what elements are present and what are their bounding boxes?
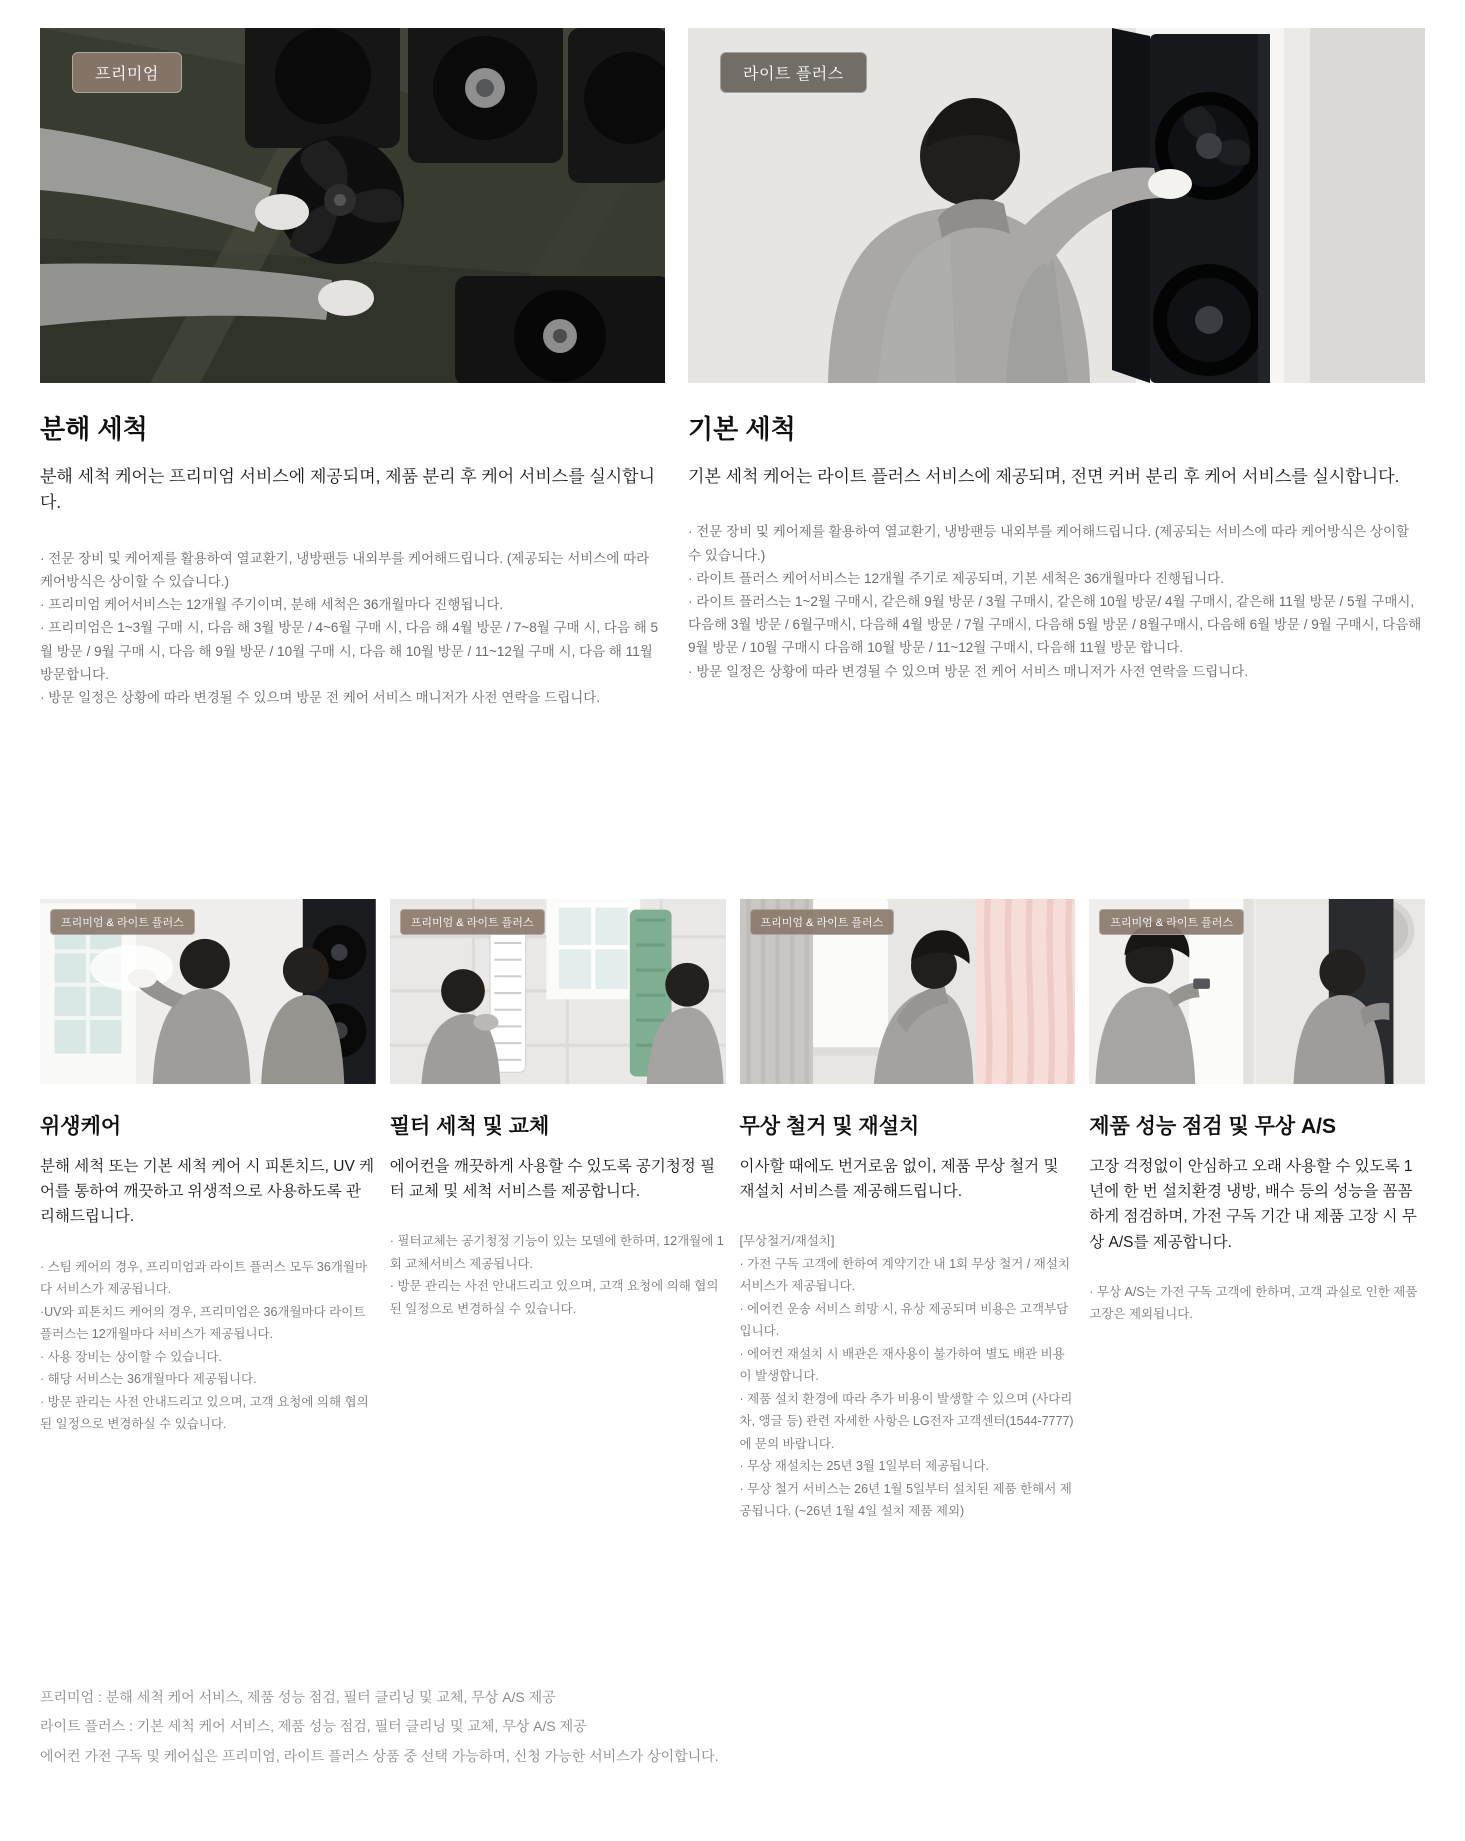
- card-removal-reinstall: [740, 899, 1076, 1523]
- premium-badge: 프리미엄: [72, 52, 182, 93]
- card-performance-as: [1089, 899, 1425, 1523]
- light-plus-badge: 라이트 플러스: [720, 52, 867, 93]
- photo-basic-cleaning: [688, 28, 1425, 383]
- section-bullets-disassembly: [40, 547, 665, 710]
- bullet: · 해당 서비스는 36개월마다 제공됩니다.: [40, 1372, 257, 1387]
- bullet: · 필터교체는 공기청정 기능이 있는 모델에 한하며, 12개월에 1회 교체서비스 제공됩니다.: [389, 1234, 724, 1271]
- bullet: · 프리미엄 케어서비스는 12개월 주기이며, 분해 세척은 36개월마다 진행됩니다.: [40, 597, 504, 613]
- section-basic-cleaning: [688, 28, 1425, 709]
- card-filter-care: [390, 899, 726, 1523]
- card-title-removal: 무상 철거 및 재설치: [739, 1115, 920, 1139]
- bullet: · 스팀 케어의 경우, 프리미엄과 라이트 플러스 모두 36개월마다 서비스가 제공됩니다.: [40, 1259, 368, 1297]
- photo-performance-as: [1089, 899, 1425, 1084]
- bullet: · 무상 A/S는 가전 구독 고객에 한하며, 고객 과실로 인한 제품 고장은 제외됩니다.: [1089, 1284, 1418, 1322]
- bullet: · 가전 구독 고객에 한하여 계약기간 내 1회 무상 철거 / 재설치 서비스가 제공됩니다.: [739, 1256, 1071, 1294]
- footer-notes: [40, 1683, 1425, 1771]
- card-bullets-performance: [1089, 1281, 1425, 1326]
- bullet: · 방문 관리는 사전 안내드리고 있으며, 고객 요청에 의해 협의된 일정으로 변경하실 수 있습니다.: [40, 1394, 369, 1432]
- bullet: · 사용 장비는 상이할 수 있습니다.: [40, 1349, 222, 1364]
- bullet: · 방문 일정은 상황에 따라 변경될 수 있으며 방문 전 케어 서비스 매니저가 사전 연락을 드립니다.: [688, 663, 1249, 679]
- section-disassembly-cleaning: [40, 28, 665, 709]
- card-title-filter: 필터 세척 및 교체: [389, 1115, 550, 1139]
- section-title-disassembly: 분해 세척: [40, 414, 148, 444]
- card-bullets-removal: [740, 1230, 1076, 1523]
- bullet: · 전문 장비 및 케어제를 활용하여 열교환기, 냉방팬등 내외부를 케어해드립니다. (제공되는 서비스에 따라 케어방식은 상이할 수 있습니다.): [688, 524, 1410, 563]
- section-desc-disassembly: 분해 세척 케어는 프리미엄 서비스에 제공되며, 제품 분리 후 케어 서비스를 실시합니다.: [40, 467, 656, 513]
- bullet: · 제품 설치 환경에 따라 추가 비용이 발생할 수 있으며 (사다리차, 앵글 등) 관련 자세한 사항은 LG전자 고객센터(1544-7777)에 문의 바랍니다.: [739, 1391, 1074, 1451]
- card-badge: 프리미엄 & 라이트 플러스: [400, 909, 545, 935]
- section-title-basic: 기본 세척: [688, 414, 796, 444]
- card-bullets-hygiene: [40, 1256, 376, 1436]
- footer-line-premium: 프리미엄 : 분해 세척 케어 서비스, 제품 성능 점검, 필터 클리닝 및 교체, 무상 A/S 제공: [40, 1688, 556, 1705]
- bullet: · 라이트 플러스 케어서비스는 12개월 주기로 제공되며, 기본 세척은 36개월마다 진행됩니다.: [688, 570, 1224, 586]
- card-desc-hygiene: 분해 세척 또는 기본 세척 케어 시 피톤치드, UV 케어를 통하여 깨끗하고 위생적으로 사용하도록 관리해드립니다.: [40, 1158, 375, 1226]
- top-section: [40, 28, 1425, 709]
- footer-line-light-plus: 라이트 플러스 : 기본 세척 케어 서비스, 제품 성능 점검, 필터 클리닝 및 교체, 무상 A/S 제공: [40, 1718, 587, 1735]
- card-desc-performance: 고장 걱정없이 안심하고 오래 사용할 수 있도록 1년에 한 번 설치환경 냉방, 배수 등의 성능을 꼼꼼하게 점검하며, 가전 구독 기간 내 제품 고장 시 무상 A/S를 제공합니다.: [1089, 1158, 1417, 1251]
- photo-removal-reinstall: [740, 899, 1076, 1084]
- bullet: · 에어컨 재설치 시 배관은 재사용이 불가하여 별도 배관 비용이 발생합니다.: [739, 1346, 1065, 1384]
- bullet: · 무상 철거 서비스는 26년 1월 5일부터 설치된 제품 한해서 제공됩니다. (~26년 1월 4일 설치 제품 제외): [739, 1481, 1072, 1519]
- card-badge: 프리미엄 & 라이트 플러스: [750, 909, 895, 935]
- bullet: [무상철거/재설치]: [739, 1234, 835, 1249]
- card-badge: 프리미엄 & 라이트 플러스: [50, 909, 195, 935]
- photo-disassembly-cleaning: [40, 28, 665, 383]
- bullet: · 방문 일정은 상황에 따라 변경될 수 있으며 방문 전 케어 서비스 매니저가 사전 연락을 드립니다.: [40, 690, 601, 705]
- service-cards: [40, 899, 1425, 1523]
- card-desc-filter: 에어컨을 깨끗하게 사용할 수 있도록 공기청정 필터 교체 및 세척 서비스를 제공합니다.: [389, 1158, 716, 1201]
- section-bullets-basic: [688, 520, 1425, 683]
- card-hygiene-care: [40, 899, 376, 1523]
- photo-filter-care: [390, 899, 726, 1084]
- bullet: · 방문 관리는 사전 안내드리고 있으며, 고객 요청에 의해 협의된 일정으로 변경하실 수 있습니다.: [389, 1279, 719, 1316]
- card-title-hygiene: 위생케어: [40, 1115, 122, 1139]
- bullet: ·UV와 피톤치드 케어의 경우, 프리미엄은 36개월마다 라이트플러스는 12개월마다 서비스가 제공됩니다.: [40, 1304, 366, 1342]
- bullet: · 라이트 플러스는 1~2월 구매시, 같은해 9월 방문 / 3월 구매시, 같은해 10월 방문/ 4월 구매시, 같은해 11월 방문 / 5월 구매시, 다음해 3월 방문 / 6월구매시, 다음해 4월 방문 / 7월 구매시, 다음해 5월 방문 / 8월구매시, 다음해 6월 방문 / 9월 구매시, 다음해 9월 방문 / 10월 구매시 다음해 10월 방문 / 11~12월 구매시, 다음해 11월 방문 합니다.: [688, 594, 1422, 656]
- bullet: · 프리미엄은 1~3월 구매 시, 다음 해 3월 방문 / 4~6월 구매 시, 다음 해 4월 방문 / 7~8월 구매 시, 다음 해 5월 방문 / 9월 구매 시, 다음 해 9월 방문 / 10월 구매 시, 다음 해 10월 방문 / 11~12월 구매 시, 다음 해 11월 방문합니다.: [40, 620, 659, 682]
- card-desc-removal: 이사할 때에도 번거로움 없이, 제품 무상 철거 및 재설치 서비스를 제공해드립니다.: [739, 1158, 1059, 1201]
- bullet: · 무상 재설치는 25년 3월 1일부터 제공됩니다.: [739, 1459, 989, 1474]
- footer-line-subscription: 에어컨 가전 구독 및 케어십은 프리미엄, 라이트 플러스 상품 중 선택 가능하며, 신청 가능한 서비스가 상이합니다.: [40, 1747, 719, 1764]
- card-badge: 프리미엄 & 라이트 플러스: [1099, 909, 1244, 935]
- card-bullets-filter: [390, 1230, 726, 1320]
- section-desc-basic: 기본 세척 케어는 라이트 플러스 서비스에 제공되며, 전면 커버 분리 후 케어 서비스를 실시합니다.: [688, 467, 1400, 486]
- bullet: · 에어컨 운송 서비스 희망 시, 유상 제공되며 비용은 고객부담입니다.: [739, 1301, 1069, 1339]
- card-title-performance: 제품 성능 점검 및 무상 A/S: [1089, 1115, 1337, 1139]
- bullet: · 전문 장비 및 케어제를 활용하여 열교환기, 냉방팬등 내외부를 케어해드립니다. (제공되는 서비스에 따라 케어방식은 상이할 수 있습니다.): [40, 550, 650, 589]
- photo-hygiene-care: [40, 899, 376, 1084]
